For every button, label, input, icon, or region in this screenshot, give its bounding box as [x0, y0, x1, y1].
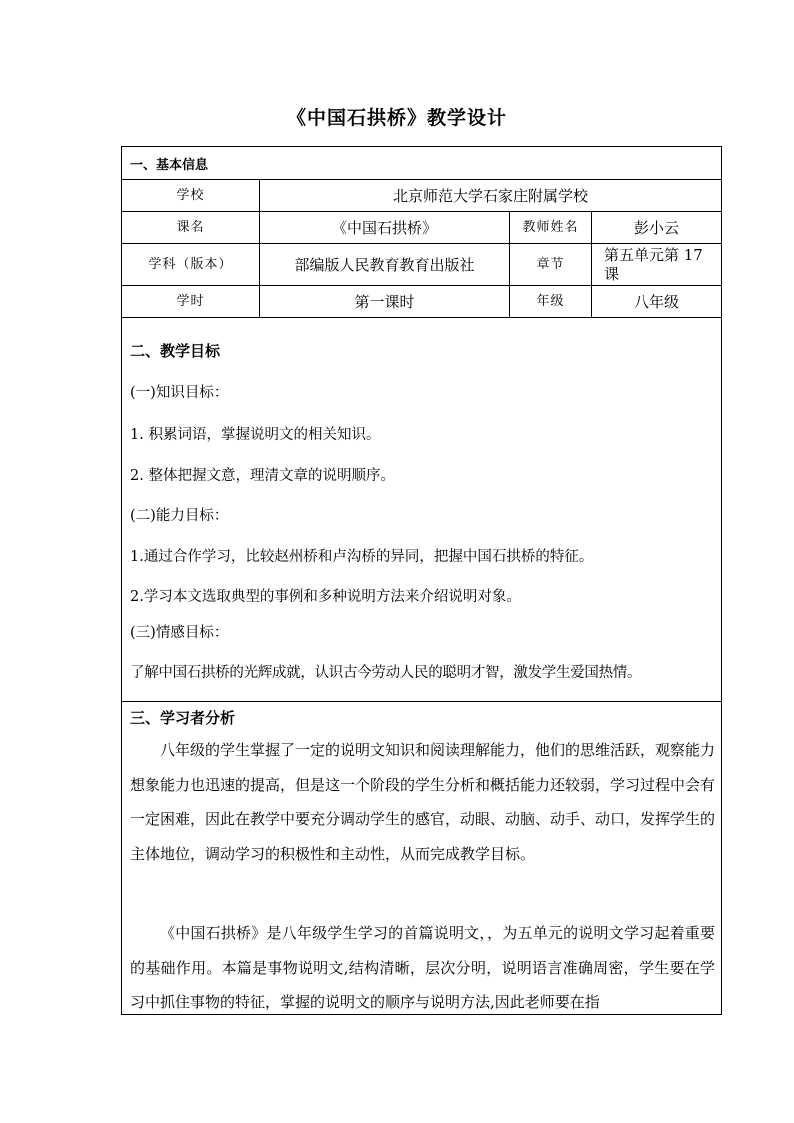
- emotion-heading: (三)情感目标：: [130, 625, 229, 641]
- grade-label: 年级: [510, 286, 592, 317]
- course-value: 《中国石拱桥》: [260, 212, 510, 243]
- subject-value: 部编版人民教育教育出版社: [260, 244, 510, 285]
- emotion-item-1: 了解中国石拱桥的光辉成就，认识古今劳动人民的聪明才智，激发学生爱国热情。: [130, 665, 642, 681]
- chapter-value: 第五单元第 17 课: [604, 245, 703, 283]
- period-row: [122, 286, 721, 317]
- page-title: 《中国石拱桥》教学设计: [286, 107, 507, 129]
- knowledge-item-1: 1. 积累词语，掌握说明文的相关知识。: [130, 427, 381, 443]
- teacher-value: 彭小云: [633, 218, 679, 237]
- objectives-section: [122, 317, 721, 702]
- knowledge-item-2: 2. 整体把握文意，理清文章的说明顺序。: [130, 468, 395, 484]
- subject-label: 学科（版本）: [122, 244, 260, 285]
- grade-value: 八年级: [633, 292, 679, 311]
- course-row: [122, 212, 721, 244]
- basic-info-heading: 一、基本信息: [130, 157, 209, 173]
- learner-analysis-section: [122, 700, 721, 1014]
- knowledge-heading: (一)知识目标：: [130, 385, 229, 401]
- basic-info-header-row: [122, 147, 721, 180]
- chapter-label: 章节: [510, 244, 592, 285]
- learner-analysis-heading: 三、学习者分析: [130, 709, 236, 727]
- period-value: 第一课时: [260, 286, 510, 317]
- period-label: 学时: [122, 286, 260, 317]
- ability-item-1: 1.通过合作学习，比较赵州桥和卢沟桥的异同，把握中国石拱桥的特征。: [130, 549, 594, 565]
- lesson-plan-table: [121, 146, 722, 1015]
- subject-row: [122, 244, 721, 286]
- ability-heading: (二)能力目标：: [130, 508, 229, 524]
- school-row: [122, 180, 721, 212]
- objectives-heading: 二、教学目标: [130, 342, 221, 360]
- ability-item-2: 2.学习本文选取典型的事例和多种说明方法来介绍说明对象。: [130, 589, 521, 605]
- course-label: 课名: [122, 212, 260, 243]
- learner-analysis-paragraph-2: 《中国石拱桥》是八年级学生学习的首篇说明文，，为五单元的说明文学习起着重要的基础作用。本篇是事物说明文,结构清晰，层次分明，说明语言准确周密，学生要在学习中抓住事物的特征，掌握的说明文的顺序与说明方法,因此老师要在指: [130, 924, 715, 1011]
- teacher-label: 教师姓名: [510, 212, 592, 243]
- learner-analysis-paragraph-1: 八年级的学生掌握了一定的说明文知识和阅读理解能力，他们的思维活跃，观察能力想象能力也迅速的提高，但是这一个阶段的学生分析和概括能力还较弱，学习过程中会有一定困难，因此在教学中要充分调动学生的感官，动眼、动脑、动手、动口，发挥学生的主体地位，调动学习的积极性和主动性，从而完成教学目标。: [130, 741, 716, 863]
- school-label: 学校: [122, 180, 260, 211]
- school-value: 北京师范大学石家庄附属学校: [392, 186, 588, 205]
